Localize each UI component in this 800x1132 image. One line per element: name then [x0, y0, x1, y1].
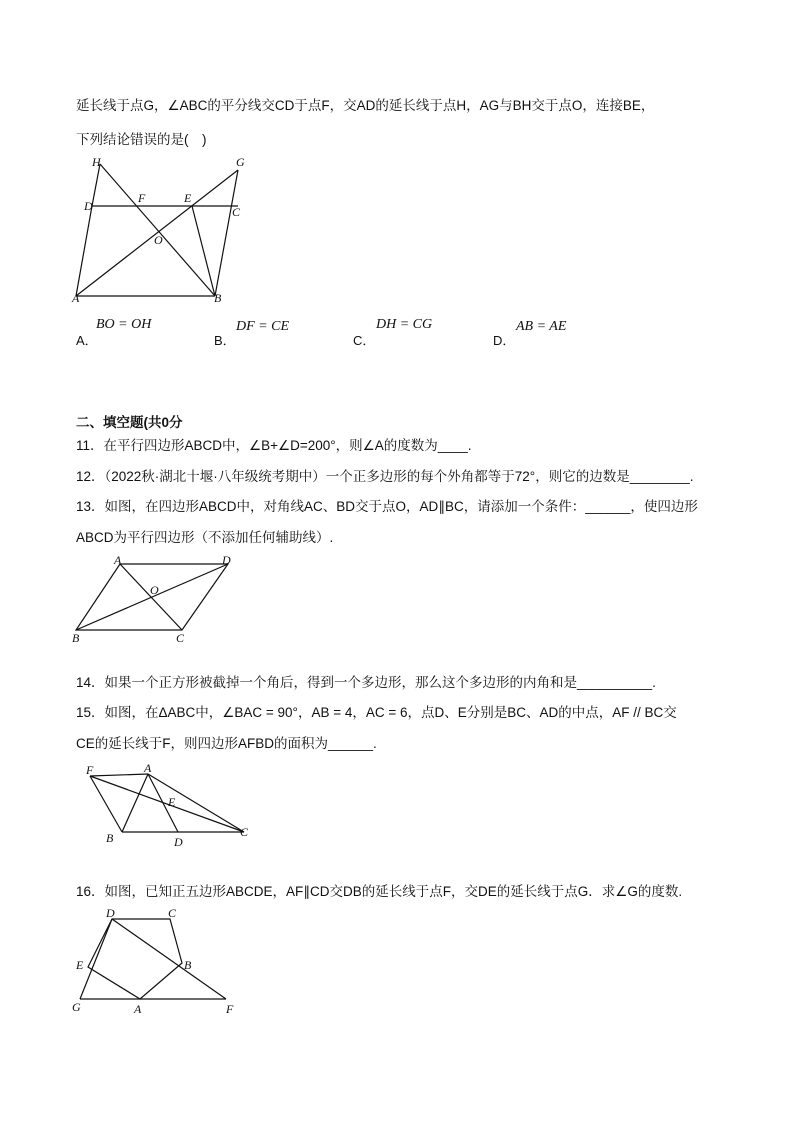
q10-label-F: F	[138, 191, 146, 205]
q13-label-O: O	[150, 583, 159, 597]
q11-text: 11．在平行四边形ABCD中，∠B+∠D=200°，则∠A的度数为____.	[76, 438, 472, 453]
q10-option-b-letter: B．	[214, 333, 236, 348]
q16-label-B: B	[184, 958, 192, 972]
q12-text: 12．（2022秋·湖北十堰·八年级统考期中）一个正多边形的每个外角都等于72°，则它的边数是________.	[76, 469, 694, 484]
q13-label-B: B	[72, 631, 80, 645]
q16-label-A: A	[134, 1002, 142, 1016]
q15-line1: 15．如图，在ΔABC中，∠BAC = 90°，AB = 4，AC = 6，点D、E分别是BC、AD的中点，AF // BC交	[76, 705, 677, 720]
q10-line2: 下列结论错误的是( )	[76, 132, 207, 147]
q10-option-d-letter: D．	[493, 333, 516, 348]
q10-option-b-expr: DF = CE	[236, 319, 289, 334]
q10-label-H: H	[92, 155, 101, 169]
q10-figure	[70, 150, 260, 310]
q13-label-A: A	[114, 553, 122, 567]
q10-label-O: O	[154, 233, 163, 247]
q16-label-E: E	[76, 958, 84, 972]
q10-line1: 延长线于点G，∠ABC的平分线交CD于点F，交AD的延长线于点H，AG与BH交于点O，连接BE，	[76, 98, 655, 113]
q10-label-C: C	[232, 205, 241, 219]
q13-line1: 13．如图，在四边形ABCD中，对角线AC、BD交于点O，AD∥BC，请添加一个条件：______，使四边形	[76, 499, 698, 514]
q16-label-C: C	[168, 906, 177, 920]
q16-text: 16．如图，已知正五边形ABCDE，AF∥CD交DB的延长线于点F，交DE的延长线于点G．求∠G的度数.	[76, 884, 683, 899]
q15-line2: CE的延长线于F，则四边形AFBD的面积为______.	[76, 736, 377, 751]
q14-text: 14．如果一个正方形被截掉一个角后，得到一个多边形，那么这个多边形的内角和是__________.	[76, 675, 656, 690]
q10-label-A: A	[72, 291, 80, 305]
q13-figure	[70, 552, 240, 644]
q15-label-D: D	[174, 835, 183, 849]
q10-label-G: G	[236, 155, 245, 169]
q16-label-D: D	[106, 906, 115, 920]
q15-label-C: C	[240, 825, 249, 839]
q10-option-a-letter: A．	[76, 333, 98, 348]
q10-label-B: B	[214, 291, 222, 305]
q16-label-F: F	[226, 1002, 234, 1016]
q10-option-c-expr: DH = CG	[376, 317, 433, 332]
q13-label-C: C	[176, 631, 185, 645]
q10-option-a-expr: BO = OH	[96, 317, 152, 332]
q16-figure	[70, 905, 240, 1020]
q10-option-c-letter: C．	[353, 333, 376, 348]
q15-label-A: A	[144, 761, 152, 775]
q13-label-D: D	[222, 553, 231, 567]
q15-label-B: B	[106, 831, 114, 845]
q10-label-D: D	[84, 199, 93, 213]
q15-label-F: F	[86, 763, 94, 777]
q13-line2: ABCD为平行四边形（不添加任何辅助线）.	[76, 530, 334, 545]
q16-label-G: G	[72, 1000, 81, 1014]
section2-title: 二、填空题(共0分	[76, 415, 183, 430]
q10-option-d-expr: AB = AE	[516, 319, 567, 334]
q15-label-E: E	[168, 795, 176, 809]
q15-figure	[80, 762, 260, 852]
q10-label-E: E	[184, 191, 192, 205]
